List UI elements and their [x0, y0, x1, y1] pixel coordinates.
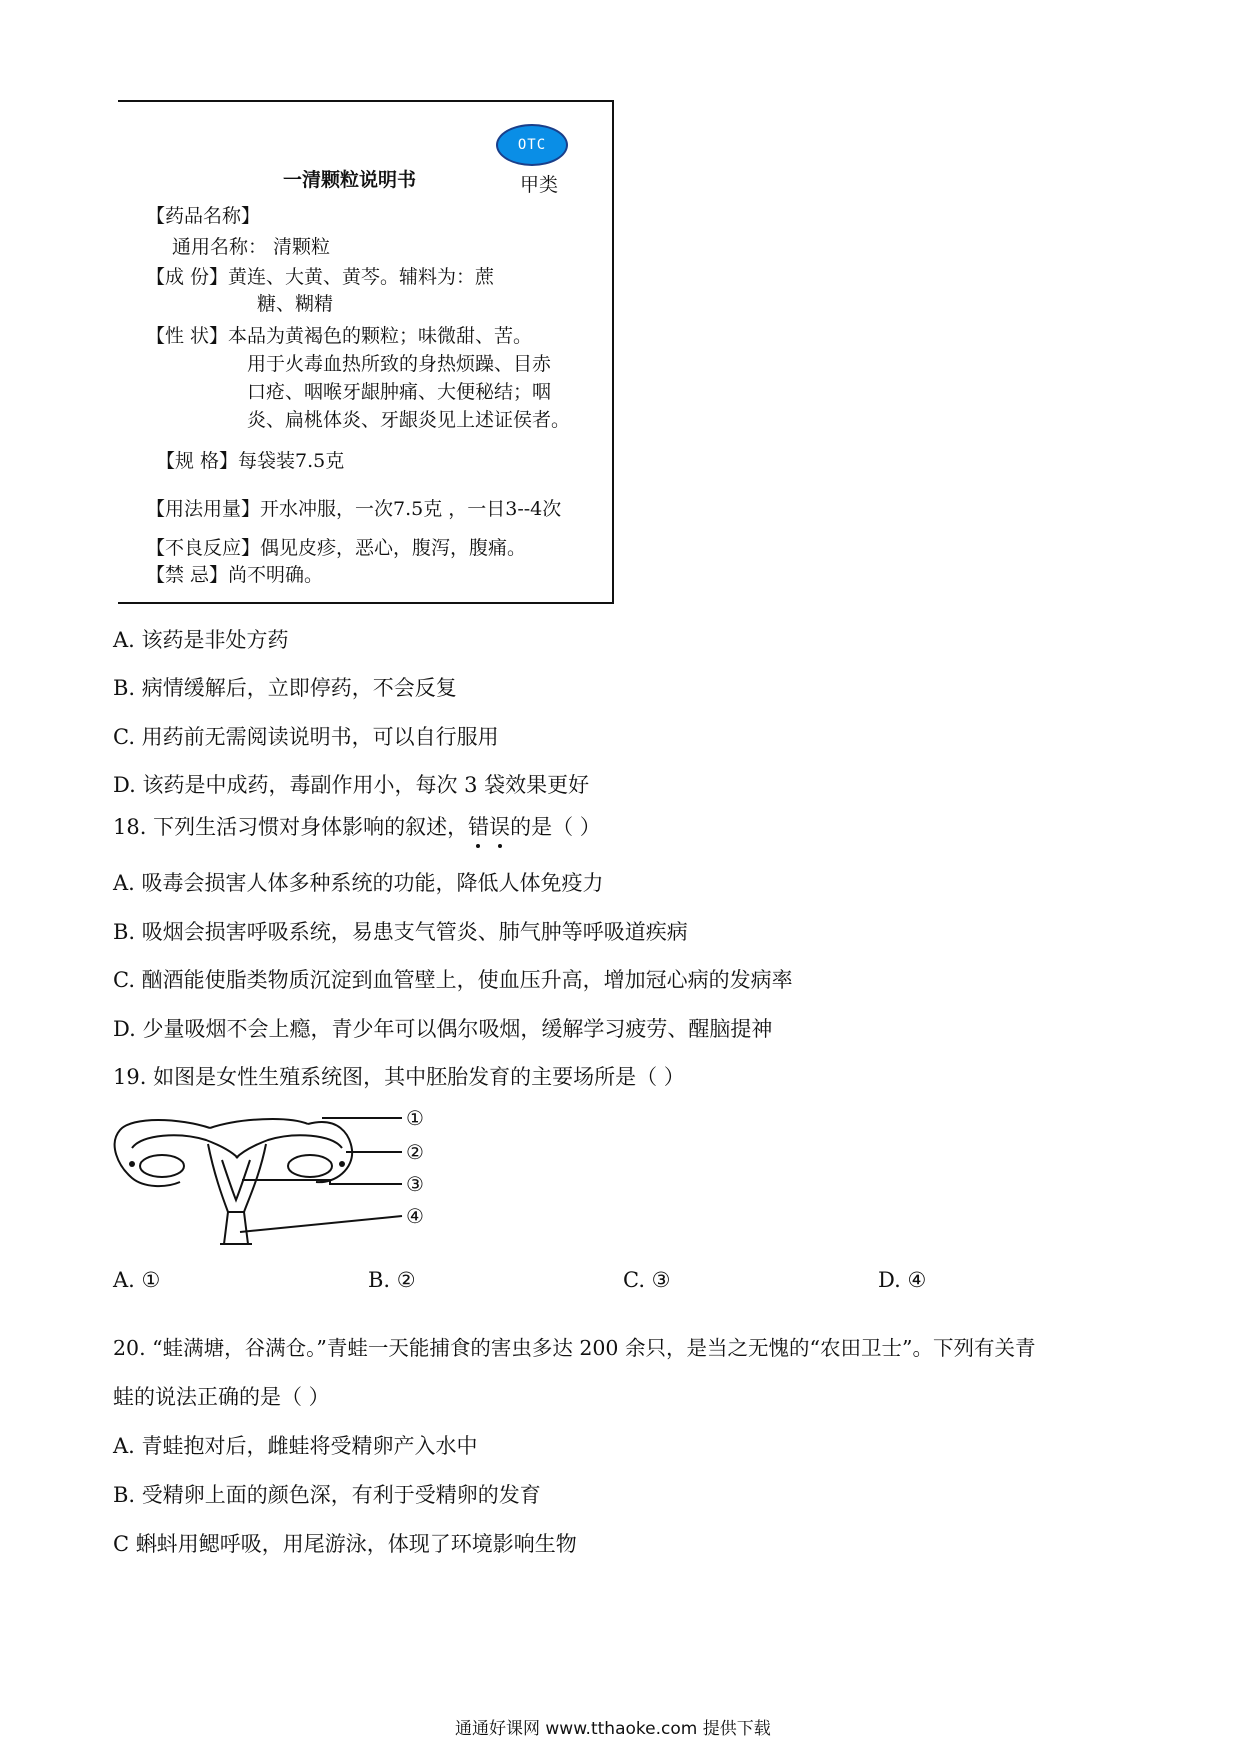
medicine-line: 【禁 忌】尚不明确。: [146, 564, 324, 586]
left-ovary: [140, 1155, 184, 1177]
q17-option-d: D. 该药是中成药，毒副作用小，每次 3 袋效果更好: [113, 773, 590, 797]
top-arc: [210, 1119, 308, 1128]
q18-option-c: C. 酗酒能使脂类物质沉淀到血管壁上，使血压升高，增加冠心病的发病率: [113, 968, 793, 992]
q18-option-b: B. 吸烟会损害呼吸系统，易患支气管炎、肺气肿等呼吸道疾病: [113, 920, 688, 944]
medicine-line: 【不良反应】偶见皮疹，恶心，腹泻，腹痛。: [146, 537, 527, 559]
q20-stem-line2: 蛙的说法正确的是（ ）: [113, 1385, 330, 1409]
otc-badge: [496, 124, 568, 166]
q19-stem: 19. 如图是女性生殖系统图，其中胚胎发育的主要场所是（ ）: [113, 1065, 685, 1089]
medicine-line: 糖、糊精: [257, 293, 334, 315]
q19-option-b: B. ②: [368, 1268, 416, 1292]
q18-stem: [113, 813, 601, 841]
q19-option-c: C. ③: [623, 1268, 671, 1292]
footer-text: 通通好课网 www.tthaoke.com 提供下载: [455, 1719, 771, 1739]
diagram-label-4: ④: [406, 1204, 424, 1228]
medicine-line: 【成 份】黄连、大黄、黄芩。辅料为：蔗: [146, 266, 495, 288]
q18-option-d: D. 少量吸烟不会上瘾，青少年可以偶尔吸烟，缓解学习疲劳、醒脑提神: [113, 1017, 773, 1041]
diagram-label-3: ③: [406, 1172, 424, 1196]
q20-option-c: C 蝌蚪用鳃呼吸，用尾游泳，体现了环境影响生物: [113, 1532, 577, 1556]
medicine-line: 【用法用量】开水冲服，一次7.5克 ，一日3--4次: [146, 498, 562, 520]
medicine-line: 通用名称： 清颗粒: [172, 236, 331, 258]
q19-option-a: A. ①: [113, 1268, 161, 1292]
q17-option-a: A. 该药是非处方药: [113, 628, 289, 652]
q18-stem-after: 的是（ ）: [510, 815, 601, 839]
diagram-label-1: ①: [406, 1106, 424, 1130]
q18-emphasis: [468, 813, 510, 841]
right-ovary: [288, 1155, 332, 1177]
uterus-outline: [208, 1144, 266, 1212]
female-reproductive-system-diagram: [110, 1104, 470, 1254]
right-tube-outline: [308, 1122, 352, 1182]
diagram-label-2: ②: [406, 1140, 424, 1164]
vagina-outline: [224, 1212, 248, 1244]
q19-option-d: D. ④: [878, 1268, 927, 1292]
medicine-line: 【性 状】本品为黄褐色的颗粒；味微甜、苦。: [146, 325, 533, 347]
medicine-line: 【药品名称】: [146, 205, 261, 227]
q17-option-c: C. 用药前无需阅读说明书，可以自行服用: [113, 725, 499, 749]
otc-badge-text: OTC: [517, 137, 547, 153]
emphasis-dot: [498, 844, 502, 848]
medicine-line: 口疮、咽喉牙龈肿痛、大便秘结；咽: [247, 381, 552, 403]
emphasis-dot: [476, 844, 480, 848]
medicine-line: 用于火毒血热所致的身热烦躁、目赤: [247, 353, 552, 375]
q18-emphasis-text: 错误: [468, 815, 511, 839]
left-tube-inner: [132, 1135, 238, 1158]
otc-class-label: 甲类: [520, 174, 559, 196]
medicine-line: 炎、扁桃体炎、牙龈炎见上述证侯者。: [247, 409, 571, 431]
q20-stem-line1: 20. “蛙满塘，谷满仓。”青蛙一天能捕食的害虫多达 200 余只，是当之无愧的“农田卫士”。下列有关青: [113, 1336, 1036, 1360]
medicine-label-title: 一清颗粒说明书: [283, 169, 417, 191]
leader-line-4: [240, 1216, 402, 1232]
medicine-line: 【规 格】每袋装7.5克: [156, 450, 345, 472]
right-tube-inner: [236, 1135, 342, 1158]
q18-stem-before: 18. 下列生活习惯对身体影响的叙述，: [113, 815, 469, 839]
q17-option-b: B. 病情缓解后，立即停药，不会反复: [113, 676, 457, 700]
q18-option-a: A. 吸毒会损害人体多种系统的功能，降低人体免疫力: [113, 871, 604, 895]
q20-option-a: A. 青蛙抱对后，雌蛙将受精卵产入水中: [113, 1434, 478, 1458]
q20-option-b: B. 受精卵上面的颜色深，有利于受精卵的发育: [113, 1483, 541, 1507]
